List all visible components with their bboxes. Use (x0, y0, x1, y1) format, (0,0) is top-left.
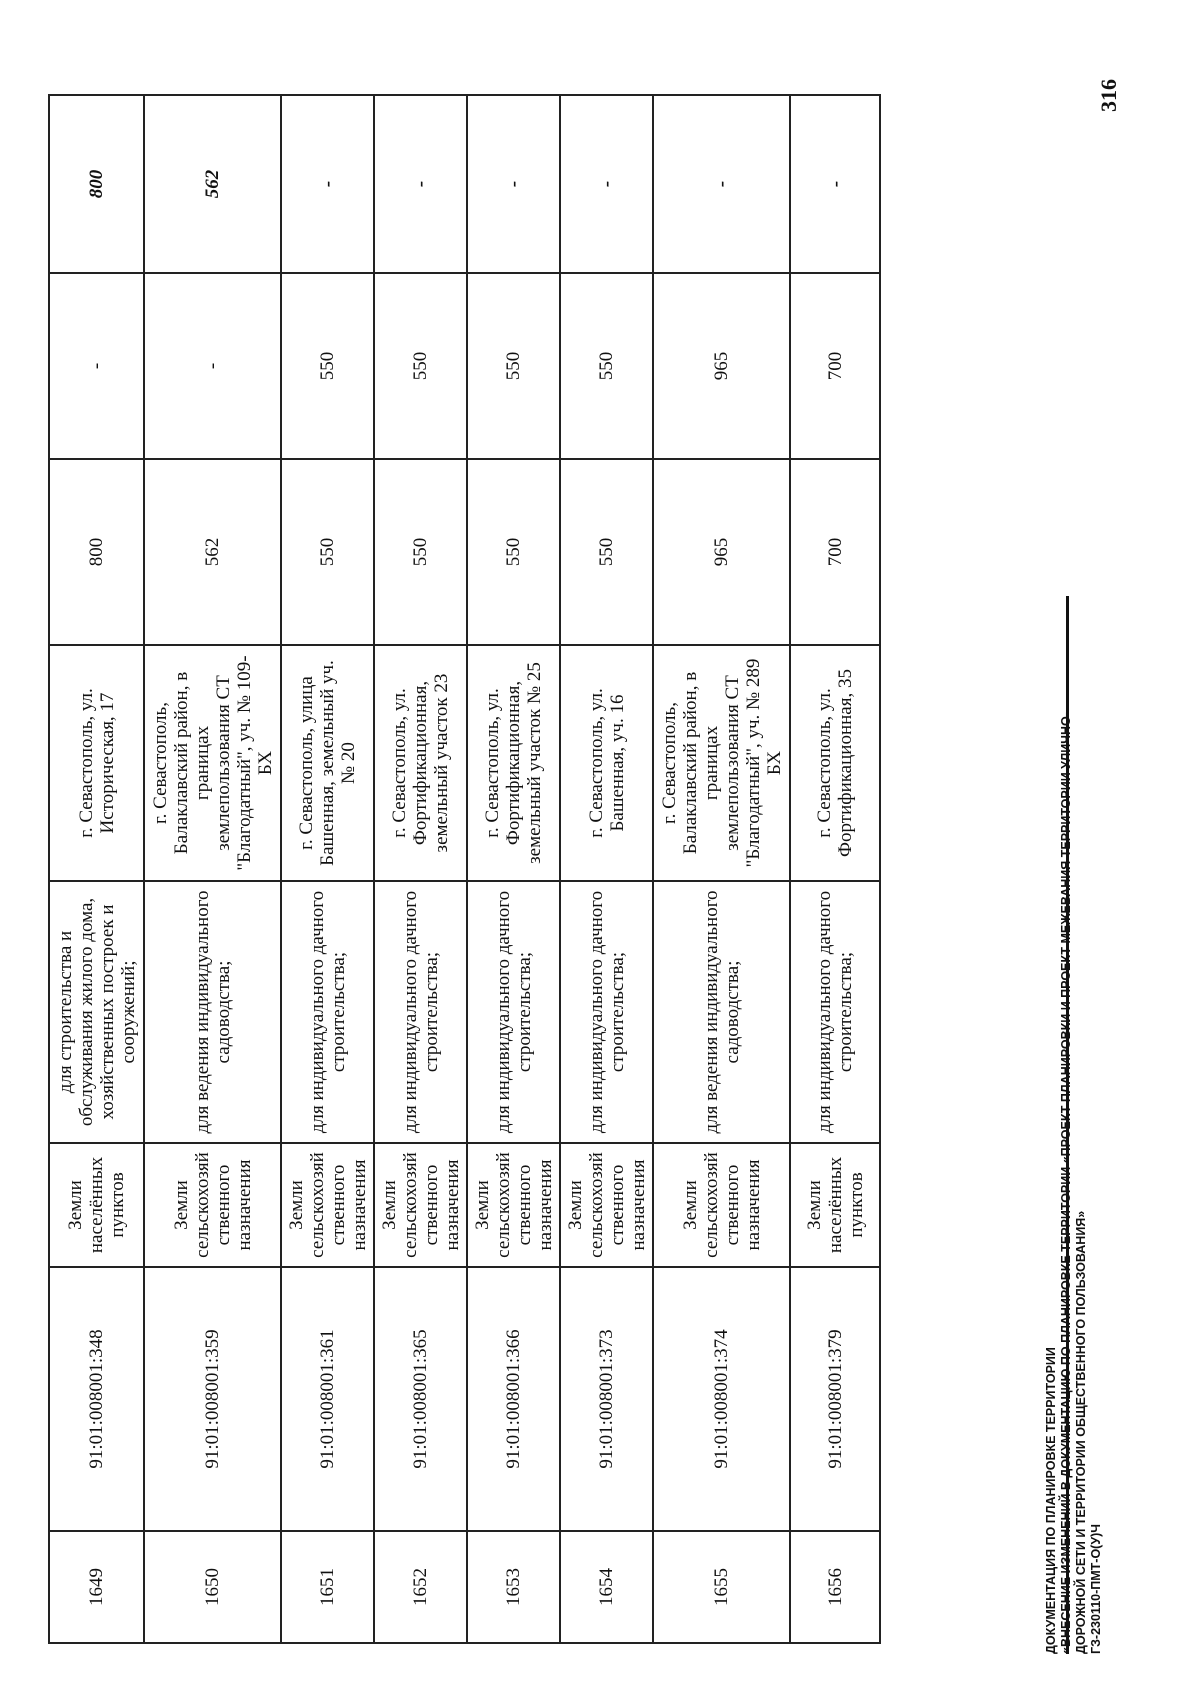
cell-area-secondary: 550 (467, 273, 560, 459)
cell-area: 800 (49, 459, 144, 645)
cell-area: 550 (281, 459, 374, 645)
cell-area: 550 (374, 459, 467, 645)
cell-permitted-use: для индивидуального дачного строительства; (281, 881, 374, 1143)
table-row (790, 95, 880, 1643)
cell-address: г. Севастополь, ул. Историческая, 17 (49, 645, 144, 881)
cell-permitted-use: для индивидуального дачного строительства; (790, 881, 880, 1143)
table-row (653, 95, 790, 1643)
cell-address: г. Севастополь, ул. Фортификационная, земельный участок 23 (374, 645, 467, 881)
cell-address: г. Севастополь, Балаклавский район, в границах землепользования СТ "Благодатный", уч. № 289 БХ (653, 645, 790, 881)
cell-area-extra: - (790, 95, 880, 273)
cell-land-category: Земли населённых пунктов (790, 1143, 880, 1267)
cell-area: 700 (790, 459, 880, 645)
header-line-2: «ВНЕСЕНИЕ ИЗМЕНЕНИЙ В ДОКУМЕНТАЦИЮ ПО ПЛАНИРОВКЕ ТЕРРИТОРИИ «ПРОЕКТ ПЛАНИРОВКИ И ПРОЕКТ МЕЖЕВАНИЯ ТЕРРИТОРИИ УЛИЧНО- (1059, 712, 1073, 1654)
cell-address: г. Севастополь, ул. Фортификационная, земельный участок № 25 (467, 645, 560, 881)
cell-number: 1649 (49, 1531, 144, 1643)
cell-permitted-use: для индивидуального дачного строительства; (560, 881, 653, 1143)
cell-area-extra: 800 (49, 95, 144, 273)
cell-number: 1650 (144, 1531, 281, 1643)
table-row (49, 95, 144, 1643)
document-header (1044, 94, 1104, 1654)
cell-area-secondary: 550 (374, 273, 467, 459)
cell-land-category: Земли сельскохозяйственного назначения (467, 1143, 560, 1267)
cell-number: 1653 (467, 1531, 560, 1643)
cell-area-extra: 562 (144, 95, 281, 273)
cell-area-secondary: 700 (790, 273, 880, 459)
table-row (374, 95, 467, 1643)
cell-cadastral-number: 91:01:008001:379 (790, 1267, 880, 1531)
cell-number: 1654 (560, 1531, 653, 1643)
header-line-3: ДОРОЖНОЙ СЕТИ И ТЕРРИТОРИИ ОБЩЕСТВЕННОГО ПОЛЬЗОВАНИЯ» (1074, 1210, 1088, 1654)
cell-area-secondary: - (49, 273, 144, 459)
cell-land-category: Земли сельскохозяйственного назначения (653, 1143, 790, 1267)
cell-address: г. Севастополь, улица Башенная, земельный уч.№ 20 (281, 645, 374, 881)
cell-area-extra: - (374, 95, 467, 273)
cell-area-secondary: 550 (281, 273, 374, 459)
cell-number: 1656 (790, 1531, 880, 1643)
cell-area-extra: - (281, 95, 374, 273)
cell-address: г. Севастополь, ул. Башенная, уч. 16 (560, 645, 653, 881)
land-plots-table (48, 94, 881, 1644)
table-row (281, 95, 374, 1643)
cell-area-secondary: - (144, 273, 281, 459)
table-row (144, 95, 281, 1643)
cell-cadastral-number: 91:01:008001:373 (560, 1267, 653, 1531)
cell-area-extra: - (653, 95, 790, 273)
cell-cadastral-number: 91:01:008001:348 (49, 1267, 144, 1531)
cell-permitted-use: для индивидуального дачного строительства; (467, 881, 560, 1143)
cell-land-category: Земли населённых пунктов (49, 1143, 144, 1267)
cell-address: г. Севастополь, Балаклавский район, в границах землепользования СТ "Благодатный", уч. № 109-БХ (144, 645, 281, 881)
cell-address: г. Севастополь, ул. Фортификационная, 35 (790, 645, 880, 881)
table-body (49, 95, 880, 1643)
header-line-1: ДОКУМЕНТАЦИЯ ПО ПЛАНИРОВКЕ ТЕРРИТОРИИ (1044, 1347, 1058, 1654)
cell-area-secondary: 965 (653, 273, 790, 459)
cell-area: 965 (653, 459, 790, 645)
cell-permitted-use: для индивидуального дачного строительства; (374, 881, 467, 1143)
cell-permitted-use: для ведения индивидуального садоводства; (144, 881, 281, 1143)
cell-area: 550 (467, 459, 560, 645)
cell-land-category: Земли сельскохозяйственного назначения (560, 1143, 653, 1267)
cell-number: 1652 (374, 1531, 467, 1643)
cell-area: 550 (560, 459, 653, 645)
page-number: 316 (1096, 79, 1121, 112)
cell-number: 1655 (653, 1531, 790, 1643)
cell-number: 1651 (281, 1531, 374, 1643)
table-row (467, 95, 560, 1643)
cell-land-category: Земли сельскохозяйственного назначения (281, 1143, 374, 1267)
table-row (560, 95, 653, 1643)
cell-area-secondary: 550 (560, 273, 653, 459)
cell-area-extra: - (560, 95, 653, 273)
cell-area: 562 (144, 459, 281, 645)
header-rule (1066, 596, 1069, 1654)
cell-cadastral-number: 91:01:008001:359 (144, 1267, 281, 1531)
cell-permitted-use: для строительства и обслуживания жилого дома, хозяйственных построек и сооружений; (49, 881, 144, 1143)
header-line-4: ГЗ-230110-ПМТ-О(У)Ч (1089, 1523, 1103, 1654)
cell-permitted-use: для ведения индивидуального садоводства; (653, 881, 790, 1143)
cell-cadastral-number: 91:01:008001:365 (374, 1267, 467, 1531)
cell-cadastral-number: 91:01:008001:366 (467, 1267, 560, 1531)
cell-land-category: Земли сельскохозяйственного назначения (374, 1143, 467, 1267)
cell-area-extra: - (467, 95, 560, 273)
cell-cadastral-number: 91:01:008001:361 (281, 1267, 374, 1531)
cell-cadastral-number: 91:01:008001:374 (653, 1267, 790, 1531)
cell-land-category: Земли сельскохозяйственного назначения (144, 1143, 281, 1267)
